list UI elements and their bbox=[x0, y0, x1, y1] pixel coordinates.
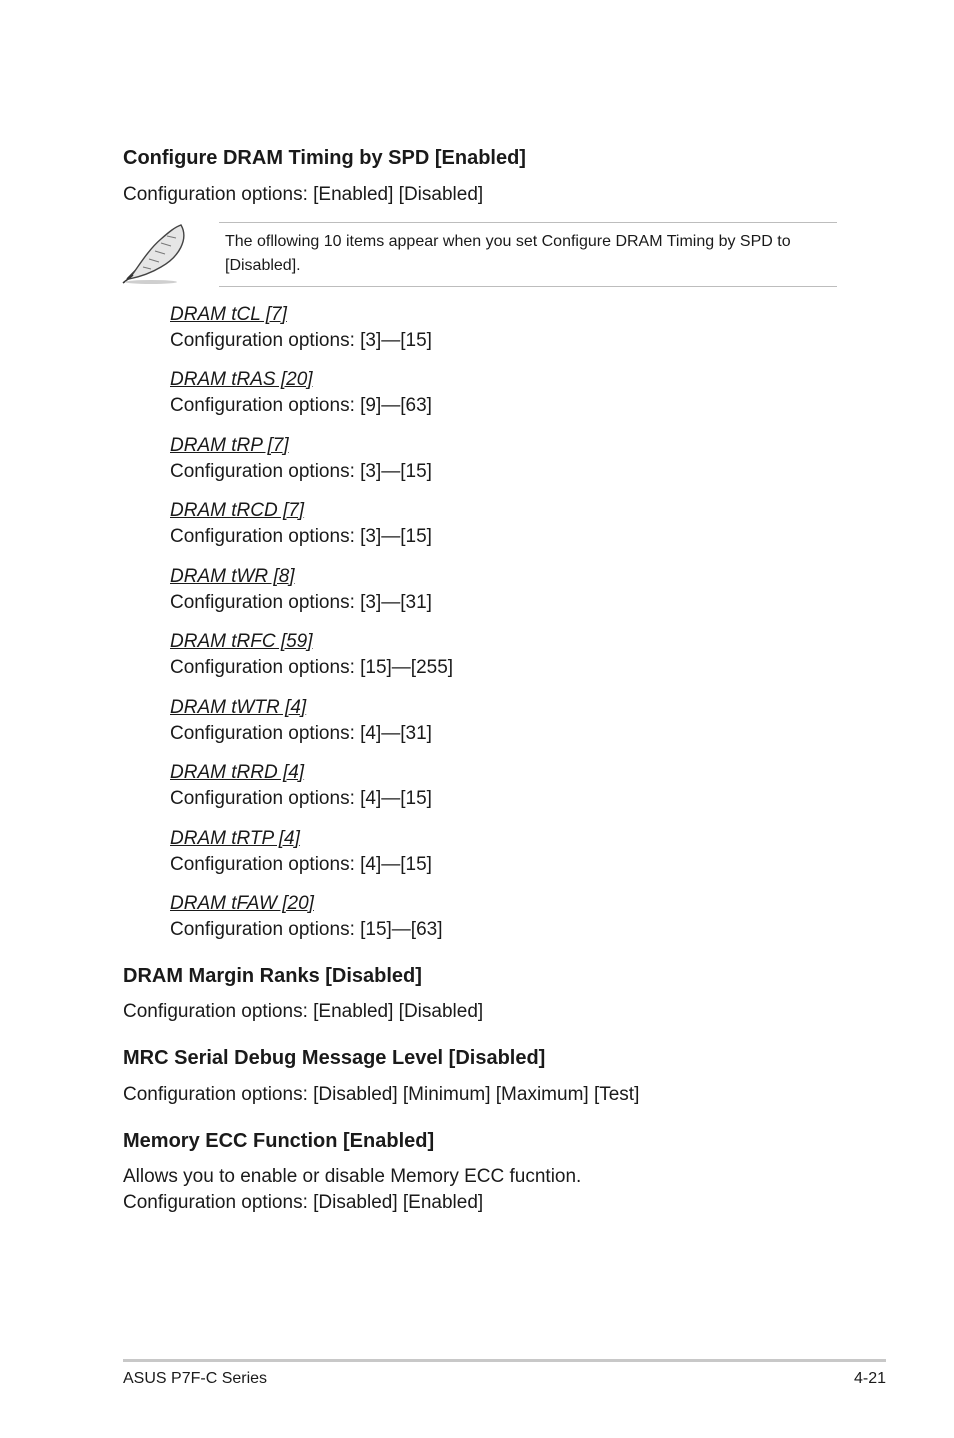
timing-options-tras: Configuration options: [9]—[63] bbox=[170, 395, 432, 416]
section-description-ecc: Allows you to enable or disable Memory ECC fucntion. bbox=[123, 1166, 582, 1187]
timing-title-tras: DRAM tRAS [20] bbox=[170, 369, 313, 390]
timing-title-trp: DRAM tRP [7] bbox=[170, 435, 289, 456]
footer-divider bbox=[123, 1359, 886, 1362]
section-heading-ecc: Memory ECC Function [Enabled] bbox=[123, 1130, 435, 1152]
timing-title-twtr: DRAM tWTR [4] bbox=[170, 697, 307, 718]
timing-title-trrd: DRAM tRRD [4] bbox=[170, 762, 305, 783]
section-heading-spd: Configure DRAM Timing by SPD [Enabled] bbox=[123, 147, 526, 169]
section-options-spd: Configuration options: [Enabled] [Disabled] bbox=[123, 184, 484, 205]
timing-title-trtp: DRAM tRTP [4] bbox=[170, 828, 300, 849]
timing-options-trfc: Configuration options: [15]—[255] bbox=[170, 657, 454, 678]
timing-options-trcd: Configuration options: [3]—[15] bbox=[170, 526, 432, 547]
note-text: The ofllowing 10 items appear when you set Configure DRAM Timing by SPD to [Disabled]. bbox=[225, 233, 791, 274]
timing-options-trp: Configuration options: [3]—[15] bbox=[170, 461, 432, 482]
timing-options-tfaw: Configuration options: [15]—[63] bbox=[170, 919, 443, 940]
note-box bbox=[219, 222, 837, 287]
note-feather-icon bbox=[121, 221, 191, 285]
timing-title-trfc: DRAM tRFC [59] bbox=[170, 631, 313, 652]
timing-title-twr: DRAM tWR [8] bbox=[170, 566, 295, 587]
section-heading-margin-ranks: DRAM Margin Ranks [Disabled] bbox=[123, 965, 422, 987]
timing-options-twr: Configuration options: [3]—[31] bbox=[170, 592, 432, 613]
footer-page-number: 4-21 bbox=[853, 1370, 886, 1387]
timing-title-tfaw: DRAM tFAW [20] bbox=[170, 893, 314, 914]
footer-product-name: ASUS P7F-C Series bbox=[123, 1370, 268, 1387]
section-options-mrc-debug: Configuration options: [Disabled] [Minimum] [Maximum] [Test] bbox=[123, 1084, 640, 1105]
timing-title-trcd: DRAM tRCD [7] bbox=[170, 500, 305, 521]
section-heading-mrc-debug: MRC Serial Debug Message Level [Disabled] bbox=[123, 1047, 546, 1069]
timing-options-trrd: Configuration options: [4]—[15] bbox=[170, 788, 432, 809]
section-options-margin-ranks: Configuration options: [Enabled] [Disabled] bbox=[123, 1001, 484, 1022]
section-options-ecc: Configuration options: [Disabled] [Enabled] bbox=[123, 1192, 484, 1213]
timing-options-twtr: Configuration options: [4]—[31] bbox=[170, 723, 432, 744]
timing-title-tcl: DRAM tCL [7] bbox=[170, 304, 287, 325]
timing-options-trtp: Configuration options: [4]—[15] bbox=[170, 854, 432, 875]
timing-options-tcl: Configuration options: [3]—[15] bbox=[170, 330, 432, 351]
